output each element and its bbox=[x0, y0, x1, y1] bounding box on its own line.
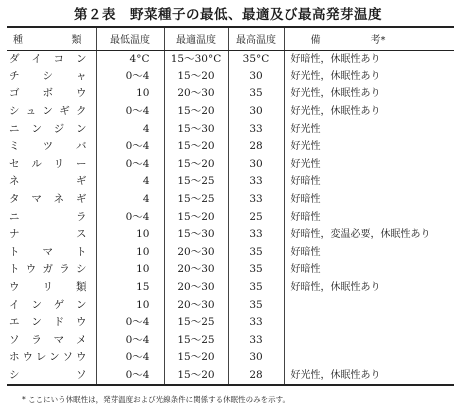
note: 好光性 bbox=[284, 138, 454, 156]
opt-temp: 20〜30 bbox=[164, 85, 228, 103]
opt-temp: 20〜30 bbox=[164, 279, 228, 297]
header-note: 備 考* bbox=[284, 27, 454, 50]
min-temp: 0〜4 bbox=[96, 156, 164, 174]
table-row bbox=[7, 367, 454, 385]
table-row bbox=[7, 50, 454, 68]
note bbox=[284, 296, 454, 314]
max-temp: 28 bbox=[228, 138, 284, 156]
vegetable-name: ゴボウ bbox=[9, 87, 88, 100]
min-temp: 4 bbox=[96, 120, 164, 138]
opt-temp: 15〜20 bbox=[164, 367, 228, 385]
vegetable-name: ニンジン bbox=[9, 122, 88, 135]
vegetable-name: ネギ bbox=[9, 175, 88, 188]
header-name: 種 類 bbox=[7, 27, 96, 50]
max-temp: 33 bbox=[228, 332, 284, 350]
opt-temp: 15〜30 bbox=[164, 226, 228, 244]
note: 好光性 bbox=[284, 120, 454, 138]
table-row bbox=[7, 173, 454, 191]
vegetable-name: ニラ bbox=[9, 210, 88, 223]
note: 好暗性，休眠性あり bbox=[284, 279, 454, 297]
note: 好暗性 bbox=[284, 261, 454, 279]
header-min: 最低温度 bbox=[96, 27, 164, 50]
table-row bbox=[7, 208, 454, 226]
table-row bbox=[7, 138, 454, 156]
opt-temp: 15〜20 bbox=[164, 68, 228, 86]
opt-temp: 15〜25 bbox=[164, 314, 228, 332]
min-temp: 10 bbox=[96, 244, 164, 262]
note: 好暗性 bbox=[284, 173, 454, 191]
note: 好光性，休眠性あり bbox=[284, 103, 454, 121]
table-row bbox=[7, 191, 454, 209]
min-temp: 10 bbox=[96, 226, 164, 244]
opt-temp: 20〜30 bbox=[164, 244, 228, 262]
vegetable-name: トマト bbox=[9, 245, 88, 258]
table-row bbox=[7, 68, 454, 86]
opt-temp: 15〜20 bbox=[164, 156, 228, 174]
opt-temp: 15〜20 bbox=[164, 349, 228, 367]
max-temp: 33 bbox=[228, 191, 284, 209]
opt-temp: 15〜20 bbox=[164, 103, 228, 121]
max-temp: 33 bbox=[228, 314, 284, 332]
min-temp: 10 bbox=[96, 261, 164, 279]
max-temp: 25 bbox=[228, 208, 284, 226]
note bbox=[284, 332, 454, 350]
vegetable-name: トウガラシ bbox=[9, 263, 88, 276]
min-temp: 10 bbox=[96, 85, 164, 103]
max-temp: 28 bbox=[228, 367, 284, 385]
max-temp: 35°C bbox=[228, 50, 284, 68]
vegetable-name: ダイコン bbox=[9, 52, 88, 65]
table-row bbox=[7, 226, 454, 244]
min-temp: 0〜4 bbox=[96, 68, 164, 86]
min-temp: 0〜4 bbox=[96, 314, 164, 332]
table-row bbox=[7, 296, 454, 314]
vegetable-name: ホウレンソウ bbox=[9, 351, 88, 364]
vegetable-name: ソラマメ bbox=[9, 333, 88, 346]
max-temp: 30 bbox=[228, 349, 284, 367]
min-temp: 0〜4 bbox=[96, 138, 164, 156]
vegetable-name: インゲン bbox=[9, 298, 88, 311]
opt-temp: 20〜30 bbox=[164, 296, 228, 314]
table-row bbox=[7, 244, 454, 262]
max-temp: 30 bbox=[228, 103, 284, 121]
table-row bbox=[7, 103, 454, 121]
max-temp: 35 bbox=[228, 296, 284, 314]
vegetable-name: エンドウ bbox=[9, 316, 88, 329]
table-row bbox=[7, 85, 454, 103]
opt-temp: 15〜30°C bbox=[164, 50, 228, 68]
min-temp: 0〜4 bbox=[96, 208, 164, 226]
note: 好光性，休眠性あり bbox=[284, 68, 454, 86]
opt-temp: 15〜20 bbox=[164, 208, 228, 226]
max-temp: 35 bbox=[228, 85, 284, 103]
max-temp: 35 bbox=[228, 244, 284, 262]
note: 好暗性，変温必要，休眠性あり bbox=[284, 226, 454, 244]
max-temp: 30 bbox=[228, 156, 284, 174]
min-temp: 0〜4 bbox=[96, 367, 164, 385]
table-row bbox=[7, 314, 454, 332]
note: 好光性，休眠性あり bbox=[284, 85, 454, 103]
vegetable-name: ナス bbox=[9, 228, 88, 241]
opt-temp: 15〜30 bbox=[164, 120, 228, 138]
note: 好暗性，休眠性あり bbox=[284, 50, 454, 68]
note: 好暗性 bbox=[284, 208, 454, 226]
vegetable-name: シソ bbox=[7, 367, 96, 385]
note: 好光性 bbox=[284, 156, 454, 174]
min-temp: 15 bbox=[96, 279, 164, 297]
min-temp: 4 bbox=[96, 191, 164, 209]
max-temp: 33 bbox=[228, 120, 284, 138]
header-max: 最高温度 bbox=[228, 27, 284, 50]
opt-temp: 15〜20 bbox=[164, 138, 228, 156]
vegetable-name: セルリー bbox=[9, 157, 88, 170]
note: 好暗性 bbox=[284, 191, 454, 209]
vegetable-name: シュンギク bbox=[9, 105, 88, 118]
header-opt: 最適温度 bbox=[164, 27, 228, 50]
vegetable-name: タマネギ bbox=[9, 193, 88, 206]
note bbox=[284, 314, 454, 332]
max-temp: 33 bbox=[228, 226, 284, 244]
footnote: * ここにいう休眠性は，発芽温度および光線条件に関係する休眠性のみを示す。 bbox=[22, 395, 291, 404]
max-temp: 35 bbox=[228, 279, 284, 297]
min-temp: 10 bbox=[96, 296, 164, 314]
max-temp: 30 bbox=[228, 68, 284, 86]
table-row bbox=[7, 279, 454, 297]
vegetable-name: ミツバ bbox=[9, 140, 88, 153]
table-row bbox=[7, 261, 454, 279]
min-temp: 4 bbox=[96, 173, 164, 191]
table-row bbox=[7, 349, 454, 367]
note: 好光性，休眠性あり bbox=[284, 367, 454, 385]
note: 好暗性 bbox=[284, 244, 454, 262]
table-row bbox=[7, 332, 454, 350]
opt-temp: 15〜25 bbox=[164, 332, 228, 350]
max-temp: 33 bbox=[228, 173, 284, 191]
opt-temp: 15〜25 bbox=[164, 191, 228, 209]
vegetable-name: チシャ bbox=[9, 69, 88, 82]
note bbox=[284, 349, 454, 367]
table-title: 第２表 野菜種子の最低、最適及び最高発芽温度 bbox=[74, 7, 382, 23]
table-row bbox=[7, 120, 454, 138]
opt-temp: 20〜30 bbox=[164, 261, 228, 279]
germination-temperature-table bbox=[7, 26, 454, 386]
max-temp: 35 bbox=[228, 261, 284, 279]
min-temp: 0〜4 bbox=[96, 332, 164, 350]
min-temp: 0〜4 bbox=[96, 349, 164, 367]
vegetable-name: ウリ類 bbox=[9, 281, 88, 294]
min-temp: 0〜4 bbox=[96, 103, 164, 121]
opt-temp: 15〜25 bbox=[164, 173, 228, 191]
min-temp: 4°C bbox=[96, 50, 164, 68]
table-row bbox=[7, 156, 454, 174]
header-row bbox=[7, 27, 454, 50]
